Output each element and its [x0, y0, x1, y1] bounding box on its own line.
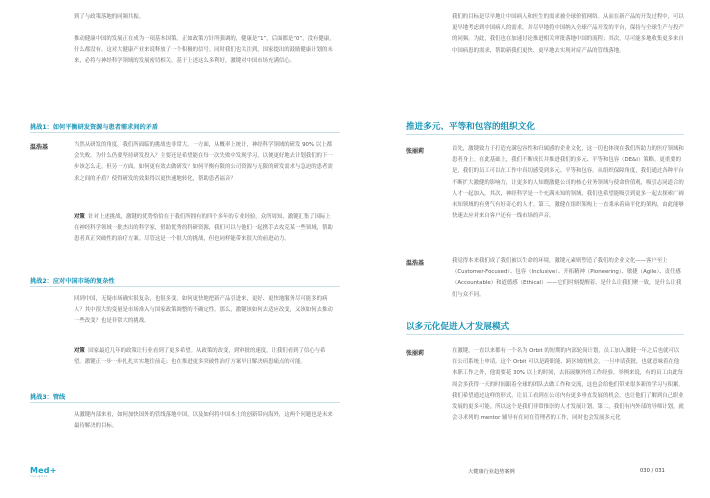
response-label: 对策 — [74, 214, 85, 220]
challenge-2-heading: 挑战2：应对中国市场的复杂性 — [30, 278, 115, 285]
challenge-1-text: 当然从研发的角度，我们所面临的挑战也非常大。一方面，从概率上统计，神经科学领域的研发 90% 以上都会失败。为什么仍要坚持研发投入？主要还是希望能在每一次失败中发现学习，以便更好地去计划我们的下一步该怎么走。但另一方面，如何更有效去做研发？如何平衡有限的公司资源与无限的研发需求与急迫的患者需求之间的矛盾？使得研发的效果得以更快速地转化，帮助患者福音？ — [74, 142, 333, 182]
divider — [30, 402, 340, 403]
speaker-name: 温浩基 — [406, 260, 425, 267]
brand-logo — [30, 466, 57, 478]
logo-text: Med+ — [30, 466, 57, 475]
challenge-2-text: 回到中国，无疑市场确实很复杂，也很多变。如何更快地把新产品引进来，更好、更快地服务尽可能多的病人？其中很大的变量是市场准入与国家政策调整的不确定性。那么，激键该如何去适应改变，又该如何去推动一些改变？也是非常大的挑战。 — [74, 296, 333, 325]
left-paragraph-intro-end: 到了与政策落地的同频共振。 — [74, 14, 145, 20]
divider — [30, 286, 340, 287]
divider — [406, 334, 684, 335]
divider — [406, 134, 684, 135]
challenge-2-response — [74, 346, 336, 368]
culture-paragraph-2: 我觉得本来我们成了我们被以生命的环境，激键元素则塑造了我们的企业文化——客户至上（Customer-Focused）、包容（Inclusive）、开拓精神（Pioneering）、敏捷（Agile）、责任感（Accountable）和道德感（Ethical）——它们时刻提醒着、是什么让我们聚一致，是什么让我们与众不同。 — [452, 258, 682, 298]
response-text: 国家最近几年的政策让行业看到了更多希望。从政策的改变，到审批的速度，让我们看到了信心与希望。激键正一步一步扎扎实实地往前走；也在推进更多突破性治疗方案早日解决病患痛点的可能。 — [74, 348, 326, 366]
response-label: 对策 — [74, 348, 85, 354]
left-paragraph-policy: 推动健康中国的发展正在成为一项基本国策。正如政策方针所强调的，健康是“1”，后面都是“0”，没有健康，什么都没有。这对大健康产业来说释放了一个积极的信号。同时我们也关注到，国家提出的鼓励健康计划的未来，必将与神经科学领域的发展密切相关。基于上述这么多利好，激键对中国市场充满信心。 — [74, 36, 335, 65]
challenge-1-response — [74, 212, 336, 246]
challenge-3-text: 从激键内部来看，如何加快国外的管线落地中国，以及如何将中国本土的创新带向海外，这两个问题也是未来最待解决的目标。 — [74, 412, 333, 430]
speaker-name: 张丽莉 — [406, 148, 425, 155]
challenge-3-heading: 挑战3：管线 — [30, 394, 66, 401]
footer-report-title: 大健康行业趋势案例 — [468, 469, 515, 475]
page-number: 030 / 031 — [640, 468, 665, 474]
divider — [30, 132, 340, 133]
section-heading-talent: 以多元化促进人才发展模式 — [406, 322, 510, 332]
speaker-name: 张丽莉 — [406, 350, 425, 357]
speaker-name: 温浩基 — [30, 144, 49, 151]
talent-paragraph: 在激键，一直以来都有一个名为 Orbit 的短期的内部轮岗计划，员工加入激健一年之后也就可以在公司系统上申请。这个 Orbit 可以是跨职能、跨区域的机会，一旦申请获批，也就意味着在他本职工作之外，他需要花 30% 以上的时间，去拓展额外的工作经验。举例来说，有的员工由此每周会多获得一天的时间跟着全球的团队去做工作和交流，这也会给他们带来很多新的学习与积累。我们希望通过这样的形式，让员工看到在公司内有更多垂直发展的机会，也让他们了解到自己职业发展的更多可能。所以这个是我们非常推崇的人才发展计划。第二，我们有内外部的导师计划，就会寻求列的 mentor 辅导有在同在管理者的工作，同时也会发展多元化 — [452, 348, 684, 422]
section-heading-culture: 推进多元、平等和包容的组织文化 — [406, 122, 535, 132]
right-paragraph-intro: 我们的目标是尽早地让中国病人和医生的需求被全球价值网络。从而在新产品的开发过程中，可以更早地考虑到中国病人的需求，并尽早地将中国纳入全球产品开发的平台，保持与全球生产与投产的同频。为此，我们也在加速讨论推进相关审批落地中国的流程；其次，尽可能多地收集更多来自中国病患的需求，帮助新我们更快、更早地去实现对症产品的管线落地。 — [452, 14, 684, 54]
culture-paragraph-1: 首先，激键致力于打造充满包容性和归属感的企业文化，这一切也体现在我们所助力的医疗领域和患者身上。在此基础上，我们不断成长并推进我们的多元、平等和包容（DE&I）策略。更重要的是，我们的员工可以在工作中真切感受到多元、平等和包容。从组织保障角度，我们通过各种平台不断扩大激健的影响力，让更多的人知晓激健公司的核心业务领域与使命价值观，吸引志同道合的人才一起加入。其次，神经科学是一个充满未知的领域，我们也希望能吸引到更多一起去探索广阔未知领域的有勇气有好奇心的人才。第三，激健在组织架构上一直秉承着扁平化的架构，由此能够快速去应对来自客户还有一线市场的声音。 — [452, 146, 684, 220]
challenge-1-heading: 挑战1：如何平衡研发资源与患者需求间的矛盾 — [30, 124, 159, 131]
logo-subtext: insights — [30, 474, 49, 478]
response-text: 针对上述挑战，激键的优势恰恰在于我们所拥有的四个多年的专业经验。众所周知，激键汇集了国际上在神经科学领域一批杰出的科学家，借助优秀的科研资源，我们可以与他们一起携手去攻克某一些领域，帮助患者真正突破性的治疗方案。尽管这是一个很大的挑战，但也同样能带来很大的前进动力。 — [74, 214, 333, 243]
